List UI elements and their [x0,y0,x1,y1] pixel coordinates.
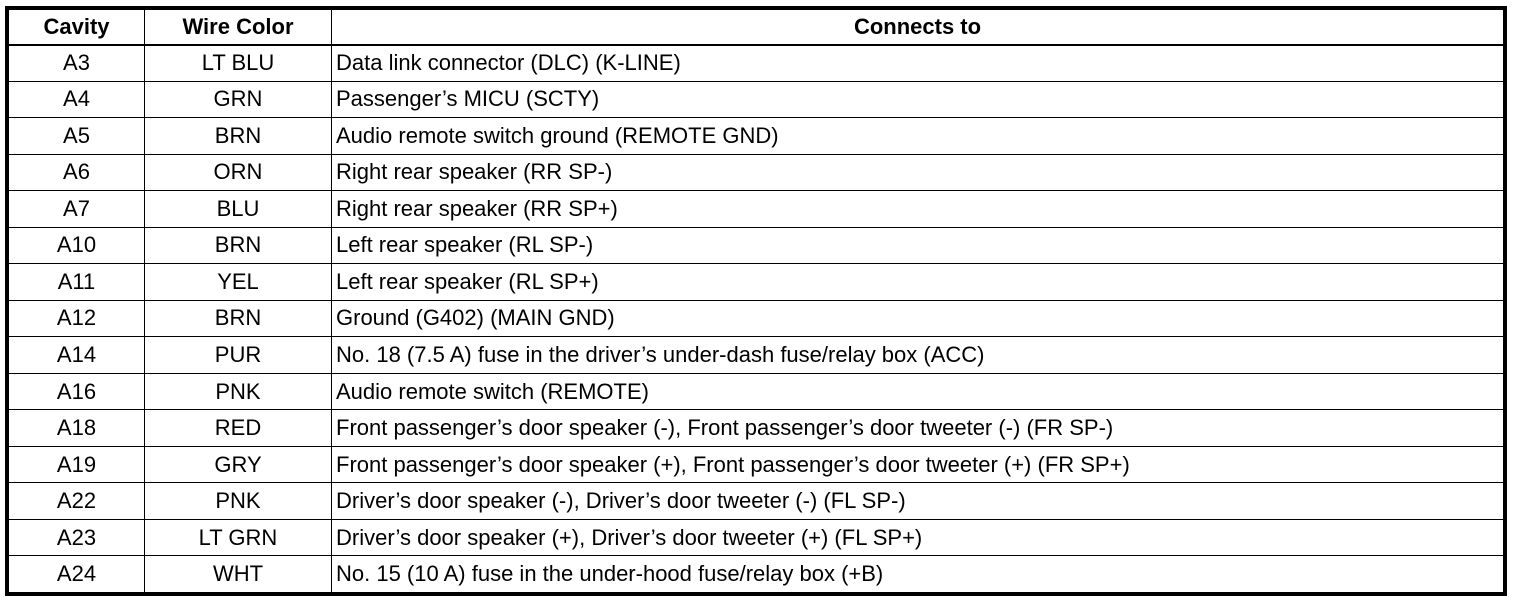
wire-color-cell: PNK [145,483,332,520]
wire-color-cell: BRN [145,118,332,155]
connects-to-cell: Front passenger’s door speaker (+), Front passenger’s door tweeter (+) (FR SP+) [332,446,1504,483]
header-connects-to: Connects to [332,10,1504,45]
connects-to-cell: Left rear speaker (RL SP-) [332,227,1504,264]
table-row [9,191,1504,228]
wire-color-cell: WHT [145,556,332,593]
wire-color-cell: PUR [145,337,332,374]
cavity-cell: A6 [9,154,145,191]
table-body [9,45,1504,593]
header-wire-color: Wire Color [145,10,332,45]
wire-color-cell: GRY [145,446,332,483]
table-row [9,483,1504,520]
connects-to-cell: Audio remote switch (REMOTE) [332,373,1504,410]
cavity-cell: A11 [9,264,145,301]
wiring-table-frame [5,6,1507,596]
table-row [9,227,1504,264]
connects-to-cell: Ground (G402) (MAIN GND) [332,300,1504,337]
table-row [9,300,1504,337]
connects-to-cell: Front passenger’s door speaker (-), Front passenger’s door tweeter (-) (FR SP-) [332,410,1504,447]
cavity-cell: A23 [9,519,145,556]
table-row [9,519,1504,556]
cavity-cell: A14 [9,337,145,374]
cavity-cell: A16 [9,373,145,410]
table-row [9,45,1504,82]
table-row [9,118,1504,155]
cavity-cell: A12 [9,300,145,337]
wire-color-cell: LT BLU [145,45,332,82]
table-row [9,373,1504,410]
wire-color-cell: BLU [145,191,332,228]
table-row [9,154,1504,191]
wire-color-cell: BRN [145,300,332,337]
cavity-cell: A4 [9,81,145,118]
wire-color-cell: ORN [145,154,332,191]
wire-color-cell: BRN [145,227,332,264]
connects-to-cell: Driver’s door speaker (+), Driver’s door tweeter (+) (FL SP+) [332,519,1504,556]
header-cavity: Cavity [9,10,145,45]
connects-to-cell: Audio remote switch ground (REMOTE GND) [332,118,1504,155]
connects-to-cell: Right rear speaker (RR SP+) [332,191,1504,228]
connects-to-cell: Passenger’s MICU (SCTY) [332,81,1504,118]
connects-to-cell: Data link connector (DLC) (K-LINE) [332,45,1504,82]
cavity-cell: A10 [9,227,145,264]
connects-to-cell: Driver’s door speaker (-), Driver’s door tweeter (-) (FL SP-) [332,483,1504,520]
wire-color-cell: PNK [145,373,332,410]
cavity-cell: A24 [9,556,145,593]
connects-to-cell: Right rear speaker (RR SP-) [332,154,1504,191]
table-row [9,410,1504,447]
table-row [9,446,1504,483]
wire-color-cell: YEL [145,264,332,301]
cavity-cell: A5 [9,118,145,155]
cavity-cell: A18 [9,410,145,447]
table-row [9,81,1504,118]
cavity-cell: A3 [9,45,145,82]
table-header-row [9,10,1504,45]
cavity-cell: A7 [9,191,145,228]
table-row [9,264,1504,301]
cavity-cell: A22 [9,483,145,520]
table-row [9,556,1504,593]
connects-to-cell: Left rear speaker (RL SP+) [332,264,1504,301]
wiring-table [8,9,1504,593]
cavity-cell: A19 [9,446,145,483]
wire-color-cell: RED [145,410,332,447]
wire-color-cell: LT GRN [145,519,332,556]
wire-color-cell: GRN [145,81,332,118]
connects-to-cell: No. 15 (10 A) fuse in the under-hood fuse/relay box (+B) [332,556,1504,593]
connects-to-cell: No. 18 (7.5 A) fuse in the driver’s under-dash fuse/relay box (ACC) [332,337,1504,374]
table-row [9,337,1504,374]
